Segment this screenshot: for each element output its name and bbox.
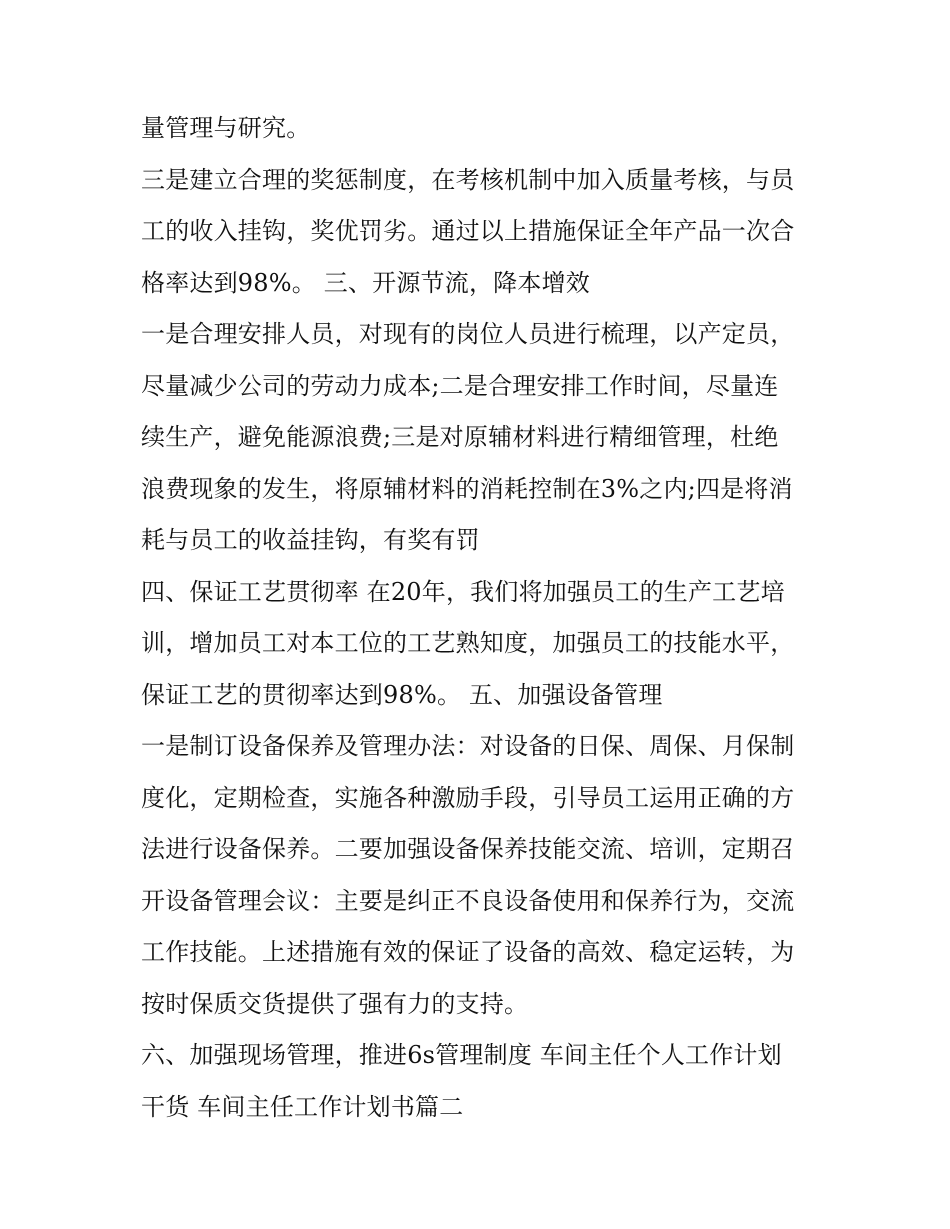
text-line: 四、保证工艺贯彻率 在20年，我们将加强员工的生产工艺培	[141, 577, 785, 606]
text-line: 一是合理安排人员，对现有的岗位人员进行梳理，以产定员，	[141, 320, 795, 348]
text-line: 法进行设备保养。二要加强设备保养技能交流、培训，定期召	[141, 835, 795, 863]
text-line: 六、加强现场管理，推进6s管理制度 车间主任个人工作计划	[141, 1041, 782, 1069]
text-line: 续生产，避免能源浪费;三是对原辅材料进行精细管理，杜绝	[141, 423, 779, 451]
text-line: 开设备管理会议：主要是纠正不良设备使用和保养行为，交流	[141, 886, 795, 915]
text-line: 格率达到98%。 三、开源节流，降本增效	[141, 268, 590, 297]
text-line: 按时保质交货提供了强有力的支持。	[141, 989, 529, 1018]
text-line: 工作技能。上述措施有效的保证了设备的高效、稳定运转，为	[141, 938, 795, 966]
text-line: 耗与员工的收益挂钩，有奖有罚	[141, 526, 480, 554]
document-body	[141, 103, 821, 1133]
text-line: 保证工艺的贯彻率达到98%。 五、加强设备管理	[141, 680, 663, 709]
text-line: 干货 车间主任工作计划书篇二	[141, 1092, 464, 1121]
text-line: 尽量减少公司的劳动力成本;二是合理安排工作时间，尽量连	[141, 371, 779, 400]
text-line: 量管理与研究。	[141, 114, 311, 142]
text-line: 训，增加员工对本工位的工艺熟知度，加强员工的技能水平，	[141, 629, 795, 657]
text-line: 浪费现象的发生，将原辅材料的消耗控制在3%之内;四是将消	[141, 474, 793, 503]
text-line: 工的收入挂钩，奖优罚劣。通过以上措施保证全年产品一次合	[141, 217, 795, 245]
text-line: 度化，定期检查，实施各种激励手段，引导员工运用正确的方	[141, 783, 795, 812]
text-line: 一是制订设备保养及管理办法：对设备的日保、周保、月保制	[141, 732, 795, 760]
text-line: 三是建立合理的奖惩制度，在考核机制中加入质量考核，与员	[141, 165, 795, 194]
